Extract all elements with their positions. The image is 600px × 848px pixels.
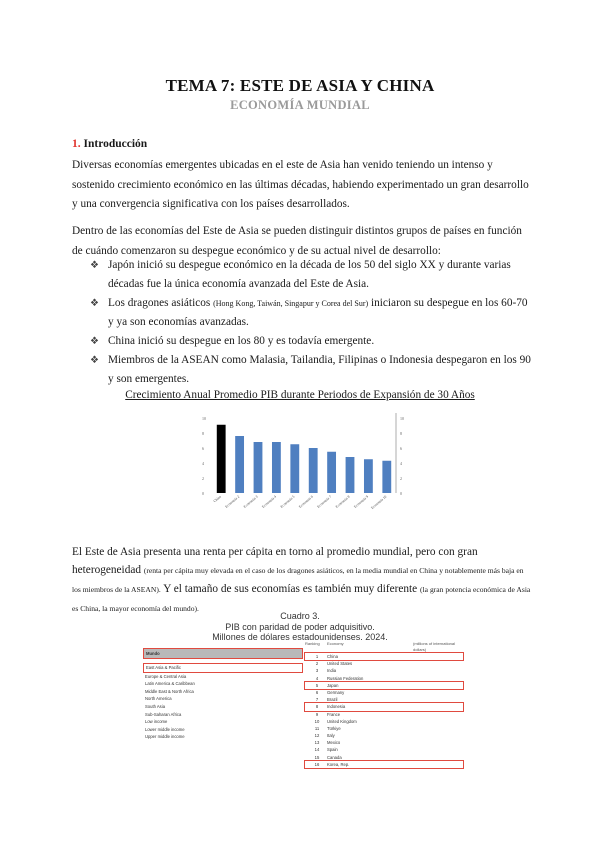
table-row: 4 Russian Federation [315, 675, 364, 681]
chart-bar [346, 457, 355, 493]
table-row: 1 China [305, 653, 463, 660]
groups-paragraph: Dentro de las economías del Este de Asia se pueden distinguir distintos grupos de países en función de cuándo comenzaron su despegue económico y de su actual nivel de desarrollo: [72, 225, 522, 257]
chart-bar [290, 444, 299, 493]
table-header-row: Mundo [143, 648, 303, 659]
chart-bar [327, 452, 336, 493]
svg-text:Economía 5: Economía 5 [279, 494, 296, 509]
table-row: 3 India [315, 668, 337, 674]
svg-text:Economía 6: Economía 6 [298, 494, 314, 509]
table-row: Latin America & Caribbean [145, 681, 195, 687]
list-item: ❖ China inició su despegue en los 80 y es todavía emergente. [90, 332, 535, 351]
svg-text:6: 6 [202, 446, 204, 451]
svg-text:Economía 4: Economía 4 [261, 494, 278, 509]
svg-text:4: 4 [400, 461, 402, 466]
diamond-bullet-icon: ❖ [90, 298, 99, 309]
table-row: 13 Mexico [314, 740, 341, 746]
income-paragraph: El Este de Asia presenta una renta per cápita en torno al promedio mundial, pero con gran heterogeneidad (renta per cápita muy elevada en el caso de los dragones asiáticos, en la media mundial en China y notablemente más baja en los miembros de la ASEAN). Y el tamaño de sus economías es también muy diferente (la gran potencia económica de Asia es China, la mayor economía del mundo). [72, 546, 531, 613]
svg-text:Economía 10: Economía 10 [370, 494, 388, 511]
svg-text:Economía 8: Economía 8 [334, 494, 351, 509]
list-item: ❖ Japón inició su despegue económico en la década de los 50 del siglo XX y durante varias décadas fue la única economía avanzada del Este de Asia. [90, 256, 535, 294]
table-row: 10 United Kingdom [314, 718, 357, 724]
diamond-bullet-icon: ❖ [90, 355, 99, 366]
table-row: North America [145, 696, 172, 702]
svg-text:2: 2 [400, 476, 402, 481]
table-row: 16 Korea, Rep. [305, 761, 463, 768]
chart-bar [364, 459, 373, 493]
list-item: ❖ Miembros de la ASEAN como Malasia, Tailandia, Filipinas o Indonesia despegaron en los 90 y son emergentes. [90, 351, 535, 389]
table-row: 11 Türkiye [314, 725, 341, 731]
table-row: Europe & Central Asia [145, 673, 187, 679]
table-row: 15 Canada [314, 754, 342, 760]
svg-text:0: 0 [202, 491, 204, 496]
country-ranking-table [305, 641, 463, 768]
svg-text:8: 8 [202, 431, 204, 436]
chart-bar [217, 425, 226, 493]
intro-paragraph: Diversas economías emergentes ubicadas en el este de Asia han venido teniendo un intenso y sostenido crecimiento económico en las últimas décadas, habiendo experimentado un gran desarrollo y una convergencia significativa con los países desarrollados. [72, 159, 529, 210]
svg-text:8: 8 [400, 431, 402, 436]
svg-text:10: 10 [400, 416, 404, 421]
table-row: 9 France [315, 711, 341, 717]
country-groups-list [90, 256, 535, 389]
table-row: Lower middle income [145, 726, 185, 732]
section-heading [72, 138, 147, 150]
page-title: TEMA 7: ESTE DE ASIA Y CHINA [165, 76, 435, 95]
table-row: 6 Germany [315, 689, 345, 695]
table-row: South Asia [145, 703, 166, 709]
diamond-bullet-icon: ❖ [90, 260, 99, 271]
svg-text:Economía 9: Economía 9 [353, 494, 370, 509]
table-header-row: Ranking Economy (millions of international dollars) [305, 641, 456, 652]
chart-bar [235, 436, 244, 493]
svg-text:Economía 3: Economía 3 [242, 494, 259, 509]
svg-text:Economía 7: Economía 7 [316, 494, 333, 509]
table-caption: Cuadro 3. PIB con paridad de poder adquisitivo. Millones de dólares estadounidenses. 2024. [212, 611, 388, 642]
regions-gdp-table [143, 648, 303, 741]
list-item: ❖ Los dragones asiáticos (Hong Kong, Taiwán, Singapur y Corea del Sur) iniciaron su despegue en los 60-70 y ya son economías avanzadas. [90, 294, 535, 332]
table-row: Middle East & North Africa [145, 688, 194, 694]
table-row: Upper middle income [145, 734, 185, 740]
table-row: 8 Indonesia [305, 703, 463, 710]
table-row: 5 Japan [305, 682, 463, 689]
table-row: Sub-Saharan Africa [145, 711, 182, 717]
chart-bar [272, 442, 281, 493]
chart-bar [382, 461, 391, 493]
svg-text:10: 10 [202, 416, 206, 421]
svg-text:2: 2 [202, 476, 204, 481]
svg-text:6: 6 [400, 446, 402, 451]
table-row: Low income [145, 719, 168, 725]
table-row: 2 United States [315, 661, 353, 667]
diamond-bullet-icon: ❖ [90, 336, 99, 347]
svg-text:0: 0 [400, 491, 402, 496]
chart-bar [254, 442, 263, 493]
section-number: 1. [72, 138, 81, 150]
section-title: Introducción [83, 138, 148, 150]
table-row: 12 Italy [314, 733, 335, 739]
chart-bar [309, 448, 318, 493]
svg-text:Economía 2: Economía 2 [224, 494, 241, 509]
table-row: 14 Spain [314, 747, 338, 753]
table-row: 7 Brazil [315, 697, 338, 703]
table-row: East Asia & Pacific [143, 663, 303, 673]
gdp-growth-bar-chart [198, 408, 408, 536]
page-subtitle: ECONOMÍA MUNDIAL [230, 98, 370, 112]
chart-title: Crecimiento Anual Promedio PIB durante Periodos de Expansión de 30 Años [125, 389, 475, 401]
svg-text:4: 4 [202, 461, 204, 466]
svg-text:China: China [212, 494, 222, 504]
